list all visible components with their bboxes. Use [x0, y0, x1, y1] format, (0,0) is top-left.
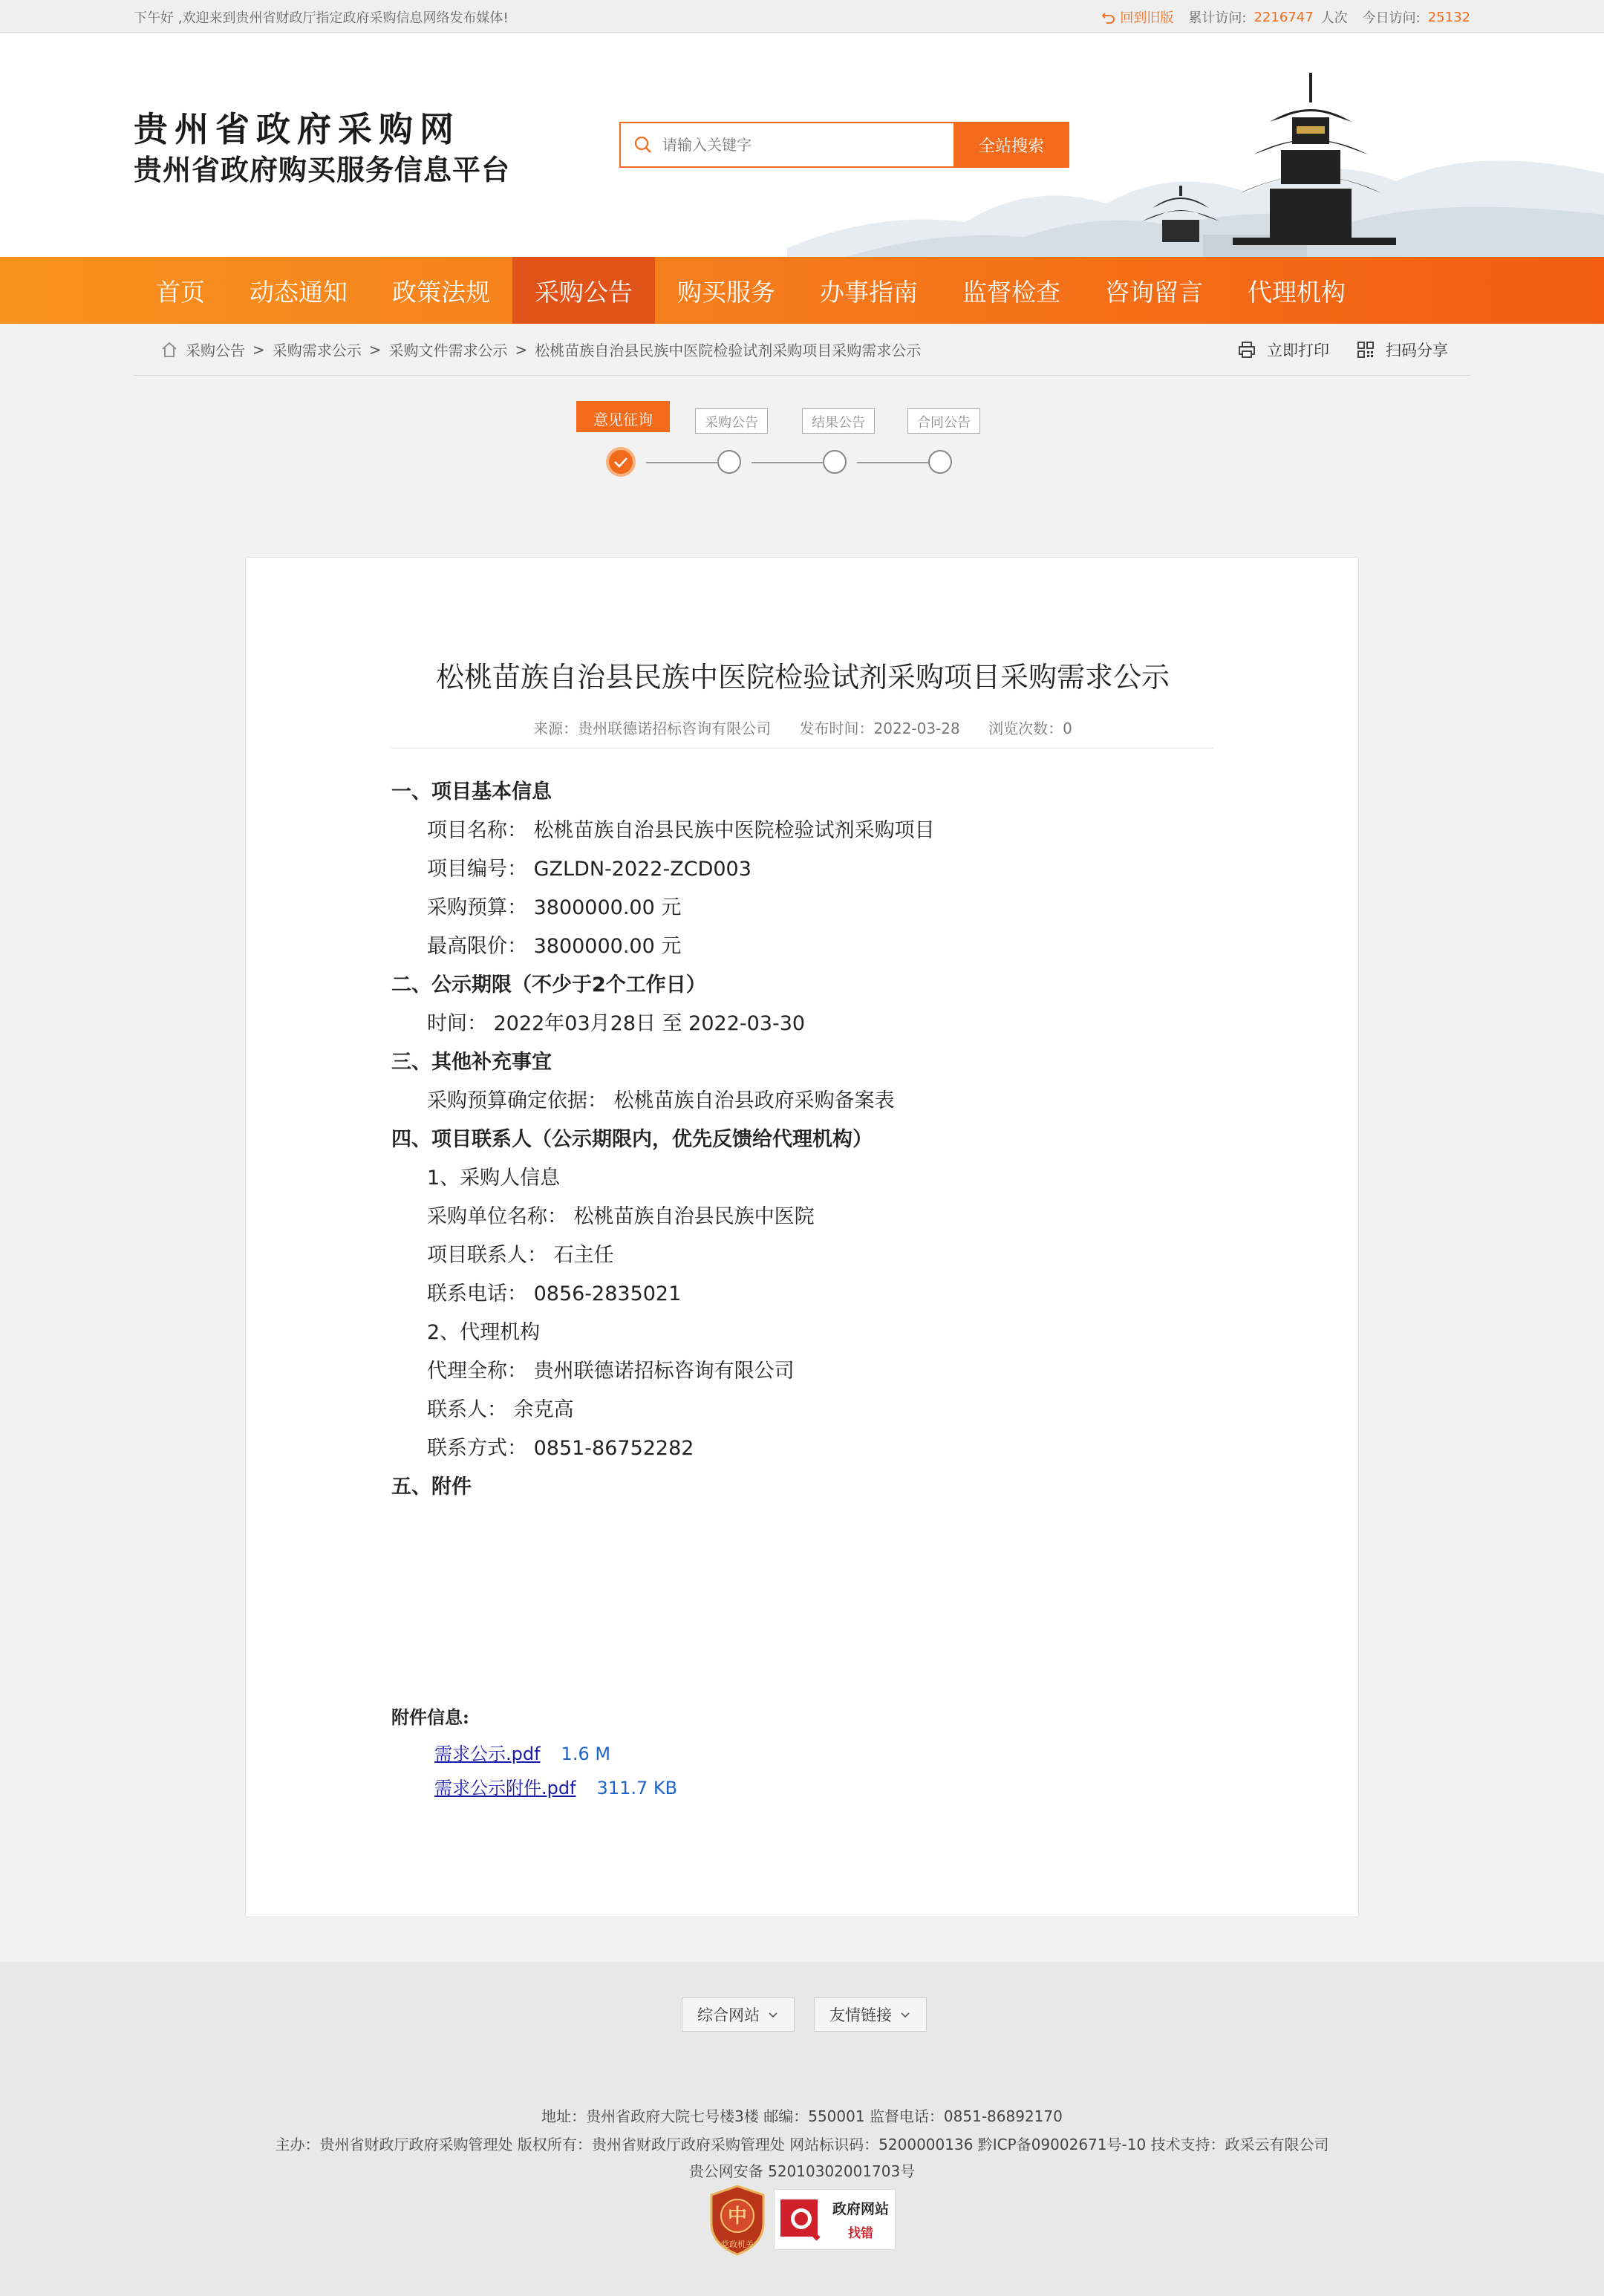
section-heading: 二、公示期限（不少于2个工作日）: [391, 973, 706, 997]
welcome-text: 下午好 ,欢迎来到贵州省财政厅指定政府采购信息网络发布媒体!: [134, 10, 509, 26]
check-icon: [609, 450, 633, 474]
step-label-result[interactable]: 结果公告: [802, 408, 875, 434]
gov-site-error-badge[interactable]: 政府网站 找错: [774, 2189, 896, 2250]
attachment-size: 311.7 KB: [596, 1778, 678, 1798]
section-heading: 五、附件: [391, 1475, 472, 1498]
breadcrumb-item[interactable]: 采购公告: [186, 342, 245, 359]
step-label-announcement[interactable]: 采购公告: [695, 408, 768, 434]
section-line: 项目联系人： 石主任: [427, 1244, 614, 1267]
breadcrumb-current: 松桃苗族自治县民族中医院检验试剂采购项目采购需求公示: [535, 342, 922, 359]
attachment-label: 附件信息:: [391, 1706, 469, 1728]
old-version-link[interactable]: 回到旧版: [1102, 7, 1173, 27]
today-visits: 25132: [1427, 9, 1470, 25]
back-icon: [1102, 10, 1115, 24]
footer-badges: [708, 2185, 896, 2256]
article-views: 浏览次数：0: [988, 720, 1072, 737]
footer-copyright: 主办：贵州省财政厅政府采购管理处 版权所有：贵州省财政厅政府采购管理处 网站标识码：5200000136 黔ICP备09002671号-10 技术支持：政采云有限公司: [275, 2136, 1329, 2153]
total-visits: 2216747: [1253, 9, 1314, 25]
search-button[interactable]: 全站搜索: [953, 122, 1069, 168]
site-footer: [0, 1962, 1604, 2296]
nav-item-consult[interactable]: 咨询留言: [1105, 277, 1203, 307]
section-line: 采购预算： 3800000.00 元: [427, 896, 682, 919]
section-line: 项目编号： GZLDN-2022-ZCD003: [427, 858, 752, 881]
step-dot-done: [606, 447, 636, 477]
article-title: 松桃苗族自治县民族中医院检验试剂采购项目采购需求公示: [435, 661, 1170, 694]
section-heading: 四、项目联系人（公示期限内，优先反馈给代理机构）: [391, 1128, 873, 1151]
step-connector: [857, 462, 928, 463]
attachment-link[interactable]: 需求公示.pdf: [434, 1744, 541, 1764]
attachment-item: [434, 1771, 677, 1805]
visit-stats: 回到旧版 累计访问: 2216747 人次 今日访问: 25132: [1102, 7, 1470, 27]
party-government-badge[interactable]: [708, 2185, 766, 2256]
article-source: 来源：贵州联德诺招标咨询有限公司: [533, 720, 772, 737]
step-dot: [717, 450, 741, 474]
printer-icon: [1237, 340, 1256, 359]
footer-address: 地址：贵州省政府大院七号楼3楼 邮编：550001 监督电话：0851-86892170: [541, 2107, 1063, 2125]
nav-item-agency[interactable]: 代理机构: [1248, 277, 1346, 307]
section-line: 最高限价： 3800000.00 元: [427, 935, 682, 958]
links-select[interactable]: 友情链接: [814, 1997, 927, 2032]
home-icon[interactable]: [160, 341, 178, 359]
section-line: 联系电话： 0856-2835021: [427, 1282, 682, 1305]
main-nav: [0, 257, 1604, 324]
breadcrumb-item[interactable]: 采购需求公示: [272, 342, 362, 359]
procurement-steps: [573, 398, 989, 480]
nav-item-guide[interactable]: 办事指南: [820, 277, 918, 307]
top-bar: [0, 0, 1604, 33]
site-select[interactable]: 综合网站: [682, 1997, 795, 2032]
magnifier-icon: [779, 2194, 831, 2246]
nav-item-policy[interactable]: 政策法规: [392, 277, 490, 307]
nav-item-procurement[interactable]: 采购公告: [512, 257, 655, 324]
search-icon: [633, 134, 653, 155]
section-line: 2、代理机构: [427, 1321, 541, 1344]
section-line: 联系方式： 0851-86752282: [427, 1437, 694, 1460]
attachment-link[interactable]: 需求公示附件.pdf: [434, 1778, 576, 1798]
site-logo-subtitle: 贵州省政府购买服务信息平台: [134, 153, 511, 186]
chevron-down-icon: [767, 2009, 779, 2021]
step-label-consult[interactable]: 意见征询: [576, 401, 670, 432]
step-dot: [823, 450, 847, 474]
print-button[interactable]: 立即打印: [1237, 339, 1329, 361]
step-connector: [752, 462, 823, 463]
section-line: 采购预算确定依据： 松桃苗族自治县政府采购备案表: [427, 1089, 895, 1112]
section-line: 代理全称： 贵州联德诺招标咨询有限公司: [427, 1360, 795, 1383]
section-line: 联系人： 余克高: [427, 1398, 574, 1421]
svg-text:中: 中: [727, 2205, 748, 2228]
nav-item-services[interactable]: 购买服务: [677, 277, 775, 307]
breadcrumb: 采购公告 > 采购需求公示 > 采购文件需求公示 > 松桃苗族自治县民族中医院检验试剂采购项目采购需求公示: [160, 339, 921, 360]
svg-text:党政机关: 党政机关: [721, 2240, 754, 2249]
article-meta: [246, 717, 1360, 738]
attachment-item: [434, 1737, 677, 1771]
article-body: [391, 773, 1214, 1507]
divider: [391, 748, 1214, 749]
attachment-size: 1.6 M: [561, 1744, 611, 1764]
footer-police-record[interactable]: 贵公网安备 52010302001703号: [688, 2162, 916, 2180]
section-line: 项目名称： 松桃苗族自治县民族中医院检验试剂采购项目: [427, 819, 935, 842]
breadcrumb-item[interactable]: 采购文件需求公示: [388, 342, 508, 359]
page-actions: [1237, 339, 1448, 361]
site-header: [0, 33, 1604, 257]
step-label-contract[interactable]: 合同公告: [907, 408, 980, 434]
section-line: 采购单位名称： 松桃苗族自治县民族中医院: [427, 1205, 815, 1228]
section-line: 时间： 2022年03月28日 至 2022-03-30: [427, 1012, 806, 1035]
qrcode-icon: [1356, 340, 1375, 359]
step-connector: [646, 462, 717, 463]
breadcrumb-bar: [134, 324, 1470, 376]
section-heading: 一、项目基本信息: [391, 780, 552, 803]
section-heading: 三、其他补充事宜: [391, 1051, 552, 1074]
pavilion-illustration: [787, 62, 1604, 257]
section-line: 1、采购人信息: [427, 1167, 561, 1190]
attachment-list: [434, 1737, 677, 1805]
step-dot: [928, 450, 952, 474]
site-logo-title[interactable]: 贵州省政府采购网: [134, 109, 460, 149]
share-button[interactable]: 扫码分享: [1356, 339, 1448, 361]
nav-item-home[interactable]: 首页: [156, 277, 205, 307]
article-date: 发布时间：2022-03-28: [799, 720, 960, 737]
nav-item-supervision[interactable]: 监督检查: [962, 277, 1060, 307]
chevron-down-icon: [899, 2009, 911, 2021]
nav-item-news[interactable]: 动态通知: [250, 277, 348, 307]
article-card: [245, 557, 1359, 1917]
